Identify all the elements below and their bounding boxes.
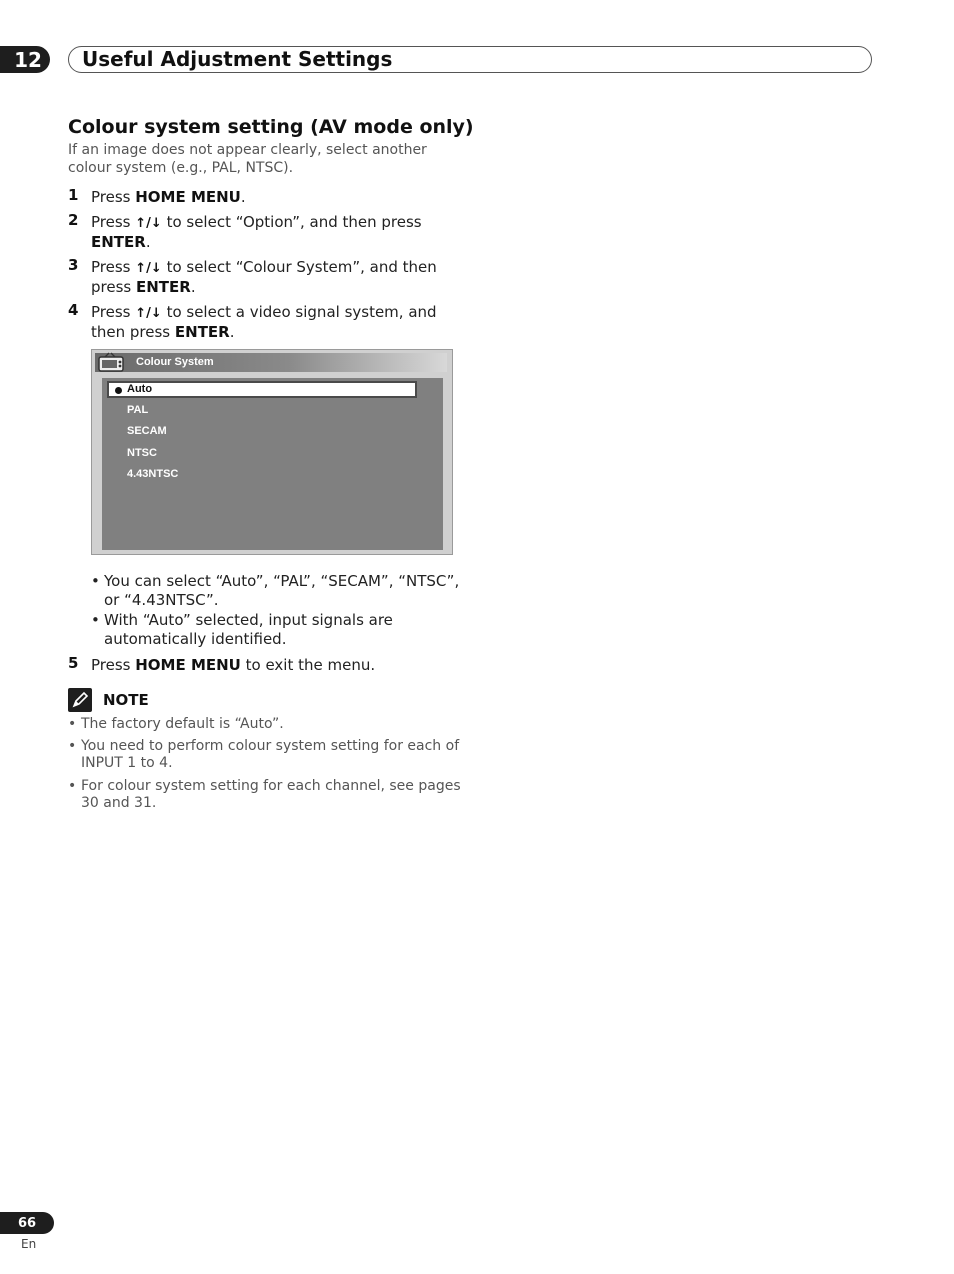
bullet-icon: • <box>68 738 77 754</box>
bullet-icon: • <box>91 611 100 629</box>
note-text: The factory default is “Auto”. <box>81 716 284 732</box>
step-number: 2 <box>68 211 79 229</box>
tv-settings-icon <box>97 352 127 374</box>
selected-bullet-icon <box>115 387 122 394</box>
chapter-number-badge: 12 <box>0 46 50 73</box>
step-number: 4 <box>68 301 79 319</box>
step-text: Press HOME MENU. <box>91 188 246 206</box>
note-text: For colour system setting for each channel, see pages 30 and 31. <box>81 778 461 811</box>
step-text: Press HOME MENU to exit the menu. <box>91 656 376 674</box>
language-code: En <box>21 1237 37 1251</box>
menu-body <box>102 378 443 550</box>
bullet-text: You can select “Auto”, “PAL”, “SECAM”, “NTSC”, or “4.43NTSC”. <box>104 572 460 609</box>
menu-option-secam: SECAM <box>127 425 167 437</box>
chapter-title: Useful Adjustment Settings <box>82 47 393 71</box>
section-intro: If an image does not appear clearly, select another colour system (e.g., PAL, NTSC). <box>68 142 427 176</box>
note-pencil-icon <box>68 688 92 712</box>
menu-option-auto: Auto <box>127 383 153 395</box>
colour-system-menu-screenshot <box>91 349 453 555</box>
menu-title: Colour System <box>136 356 214 368</box>
section-title: Colour system setting (AV mode only) <box>68 116 474 138</box>
step-text: Press ↑/↓ to select “Colour System”, and then press ENTER. <box>91 258 437 296</box>
menu-selection-highlight <box>107 381 417 398</box>
menu-header <box>95 353 447 372</box>
note-text: You need to perform colour system setting for each of INPUT 1 to 4. <box>81 738 460 771</box>
bullet-icon: • <box>68 716 77 732</box>
bullet-icon: • <box>91 572 100 590</box>
up-down-arrow-icon: ↑/↓ <box>135 216 162 231</box>
page-number: 66 <box>0 1212 54 1234</box>
step-text: Press ↑/↓ to select a video signal system, and then press ENTER. <box>91 303 437 341</box>
step-text: Press ↑/↓ to select “Option”, and then press ENTER. <box>91 213 422 251</box>
step-number: 1 <box>68 186 79 204</box>
menu-option-443ntsc: 4.43NTSC <box>127 468 179 480</box>
bullet-text: With “Auto” selected, input signals are automatically identified. <box>104 611 393 648</box>
step-number: 5 <box>68 654 79 672</box>
up-down-arrow-icon: ↑/↓ <box>135 261 162 276</box>
menu-option-ntsc: NTSC <box>127 447 157 459</box>
up-down-arrow-icon: ↑/↓ <box>135 306 162 321</box>
step-number: 3 <box>68 256 79 274</box>
bullet-icon: • <box>68 778 77 794</box>
menu-option-pal: PAL <box>127 404 149 416</box>
note-title: NOTE <box>103 691 149 709</box>
